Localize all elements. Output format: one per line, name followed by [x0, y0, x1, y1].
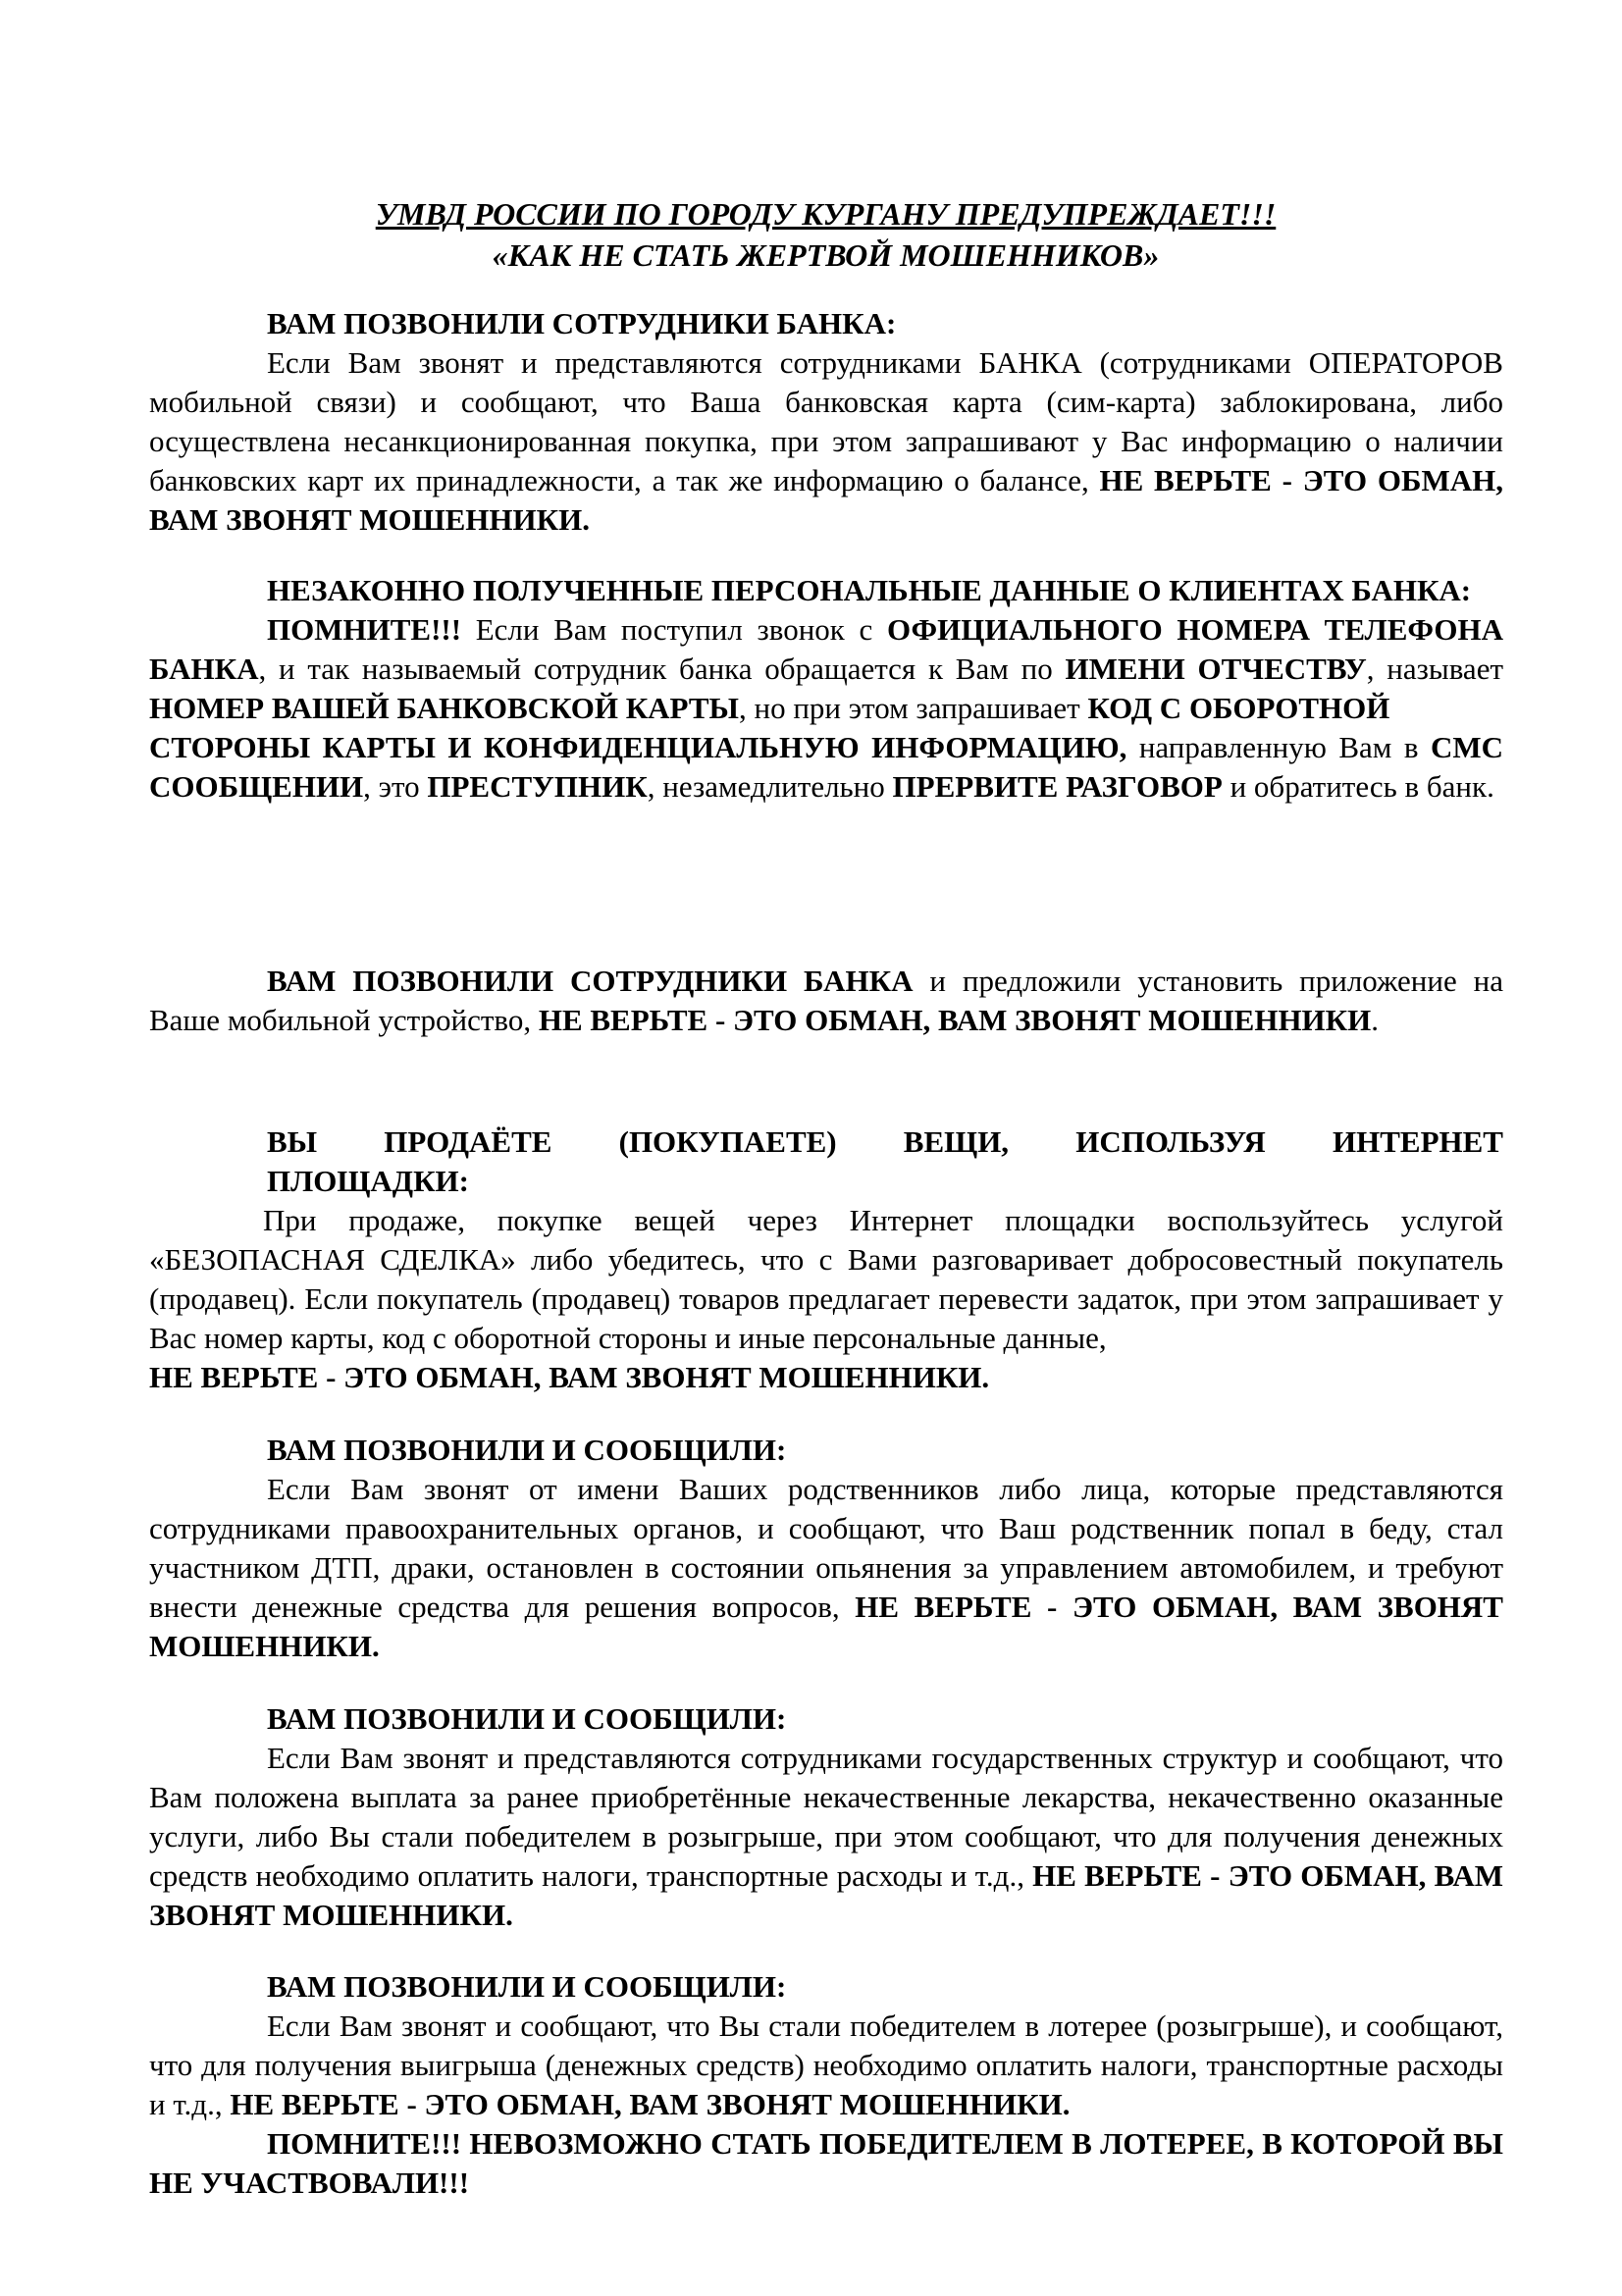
section-heading: ВАМ ПОЗВОНИЛИ СОТРУДНИКИ БАНКА:	[267, 306, 897, 340]
paragraph-text: , незамедлительно	[647, 769, 893, 804]
section-paragraph	[149, 343, 1503, 540]
paragraph-text: направленную Вам в	[1126, 730, 1431, 764]
heading-word: ИСПОЛЬЗУЯ	[1075, 1124, 1266, 1159]
emphasis-text: КОД С ОБОРОТНОЙ	[1087, 691, 1390, 725]
emphasis-text: ПРЕСТУПНИК	[427, 769, 648, 804]
section-paragraph	[149, 962, 1503, 1040]
paragraph-text: и обратитесь в банк.	[1222, 769, 1494, 804]
emphasis-text: СТОРОНЫ КАРТЫ И КОНФИДЕНЦИАЛЬНУЮ ИНФОРМАЦИЮ,	[149, 730, 1127, 764]
paragraph-text: Если Вам звонят и представляются сотрудниками БАНКА (сотрудниками ОПЕРАТОРОВ мобильной связи) и сообщают, что Ваша банковская карта (сим-карта) заблокирована, либо осуществлена несанкционированная покупка, при этом запрашивают у Вас информацию о наличии банковских карт их принадлежности, а так же информацию о балансе,	[149, 345, 1503, 497]
section-marketplace	[149, 1122, 1503, 1397]
warning-text: НЕ ВЕРЬТЕ - ЭТО ОБМАН, ВАМ ЗВОНЯТ МОШЕННИКИ.	[149, 1360, 990, 1394]
section-paragraph	[149, 1358, 1503, 1397]
section-paragraph	[149, 610, 1503, 728]
warning-text: НЕ ВЕРЬТЕ - ЭТО ОБМАН, ВАМ ЗВОНЯТ МОШЕННИКИ.	[230, 2087, 1071, 2121]
emphasis-text: ВАМ ПОЗВОНИЛИ СОТРУДНИКИ БАНКА	[267, 964, 914, 998]
warning-text: НЕ ВЕРЬТЕ - ЭТО ОБМАН, ВАМ ЗВОНЯТ МОШЕННИКИ.	[149, 1590, 1503, 1663]
emphasis-text: НОМЕР ВАШЕЙ БАНКОВСКОЙ КАРТЫ	[149, 691, 739, 725]
section-personal-data	[149, 571, 1503, 807]
section-heading: ВАМ ПОЗВОНИЛИ И СООБЩИЛИ:	[267, 1701, 787, 1736]
heading-word: (ПОКУПАЕТЕ)	[618, 1124, 837, 1159]
section-heading: НЕЗАКОННО ПОЛУЧЕННЫЕ ПЕРСОНАЛЬНЫЕ ДАННЫЕ О КЛИЕНТАХ БАНКА:	[267, 573, 1472, 607]
document-title: УМВД РОССИИ ПО ГОРОДУ КУРГАНУ ПРЕДУПРЕЖДАЕТ!!!	[375, 196, 1277, 232]
remember-text: ПОМНИТЕ!!!	[267, 612, 462, 647]
heading-word: ИНТЕРНЕТ	[1332, 1124, 1503, 1159]
section-heading: ВАМ ПОЗВОНИЛИ И СООБЩИЛИ:	[267, 1433, 787, 1467]
warning-text: НЕ ВЕРЬТЕ - ЭТО ОБМАН, ВАМ ЗВОНЯТ МОШЕННИКИ.	[149, 463, 1503, 537]
paragraph-text: и предложили установить приложение на Ваше мобильной устройство,	[149, 964, 1503, 1037]
emphasis-text: СМС СООБЩЕНИИ	[149, 730, 1503, 804]
heading-word: ВЕЩИ,	[903, 1124, 1010, 1159]
heading-word: ПРОДАЁТЕ	[384, 1124, 552, 1159]
section-heading	[149, 1122, 1503, 1162]
warning-text: НЕ ВЕРЬТЕ - ЭТО ОБМАН, ВАМ ЗВОНЯТ МОШЕННИКИ	[538, 1003, 1372, 1037]
paragraph-text: , и так называемый сотрудник банка обращается к Вам по	[258, 652, 1066, 686]
section-compensation	[149, 1699, 1503, 1935]
section-app-install	[149, 962, 1503, 1040]
section-bank-call	[149, 304, 1503, 540]
emphasis-text: ИМЕНИ ОТЧЕСТВУ	[1065, 652, 1367, 686]
final-warning: ПОМНИТЕ!!! НЕВОЗМОЖНО СТАТЬ ПОБЕДИТЕЛЕМ В ЛОТЕРЕЕ, В КОТОРОЙ ВЫ НЕ УЧАСТВОВАЛИ!!!	[149, 2126, 1503, 2200]
section-relatives	[149, 1431, 1503, 1666]
paragraph-text: , называет	[1366, 652, 1503, 686]
paragraph-text: .	[1371, 1003, 1380, 1037]
section-paragraph	[149, 728, 1503, 807]
section-paragraph	[149, 1470, 1503, 1666]
paragraph-text: Если Вам поступил звонок с	[461, 612, 888, 647]
section-heading: ВАМ ПОЗВОНИЛИ И СООБЩИЛИ:	[267, 1969, 787, 2004]
emphasis-text: ПРЕРВИТЕ РАЗГОВОР	[892, 769, 1223, 804]
paragraph-text: Если Вам звонят и сообщают, что Вы стали победителем в лотерее (розыгрыше), и сообщают, что для получения выигрыша (денежных средств) необходимо оплатить налоги, транспортные расходы и т.д.,	[149, 2009, 1503, 2121]
warning-text: НЕ ВЕРЬТЕ - ЭТО ОБМАН, ВАМ ЗВОНЯТ МОШЕННИКИ.	[149, 1858, 1503, 1932]
document-subtitle: «КАК НЕ СТАТЬ ЖЕРТВОЙ МОШЕННИКОВ»	[492, 237, 1160, 273]
heading-word: ВЫ	[267, 1124, 318, 1159]
section-paragraph	[149, 1739, 1503, 1935]
section-heading-continued: ПЛОЩАДКИ:	[267, 1164, 469, 1198]
emphasis-text: ОФИЦИАЛЬНОГО НОМЕРА ТЕЛЕФОНА БАНКА	[149, 612, 1503, 686]
section-lottery	[149, 1967, 1503, 2203]
paragraph-text: Если Вам звонят от имени Ваших родственников либо лица, которые представляются сотрудниками правоохранительных органов, и сообщают, что Ваш родственник попал в беду, стал участником ДТП, драки, остановлен в состоянии опьянения за управлением автомобилем, и требуют внести денежные средства для решения вопросов,	[149, 1472, 1503, 1624]
section-paragraph: При продаже, покупке вещей через Интернет площадки воспользуйтесь услугой «БЕЗОПАСНАЯ СДЕЛКА» либо убедитесь, что с Вами разговаривает добросовестный покупатель (продавец). Если покупатель (продавец) товаров предлагает перевести задаток, при этом запрашивает у Вас номер карты, код с оборотной стороны и иные персональные данные,	[149, 1203, 1503, 1355]
paragraph-text: Если Вам звонят и представляются сотрудниками государственных структур и сообщают, что Вам положена выплата за ранее приобретённые некачественные лекарства, некачественно оказанные услуги, либо Вы стали победителем в розыгрыше, при этом сообщают, что для получения денежных средств необходимо оплатить налоги, транспортные расходы и т.д.,	[149, 1741, 1503, 1893]
paragraph-text: , но при этом запрашивает	[739, 691, 1088, 725]
paragraph-text: , это	[363, 769, 428, 804]
section-paragraph	[149, 2007, 1503, 2124]
